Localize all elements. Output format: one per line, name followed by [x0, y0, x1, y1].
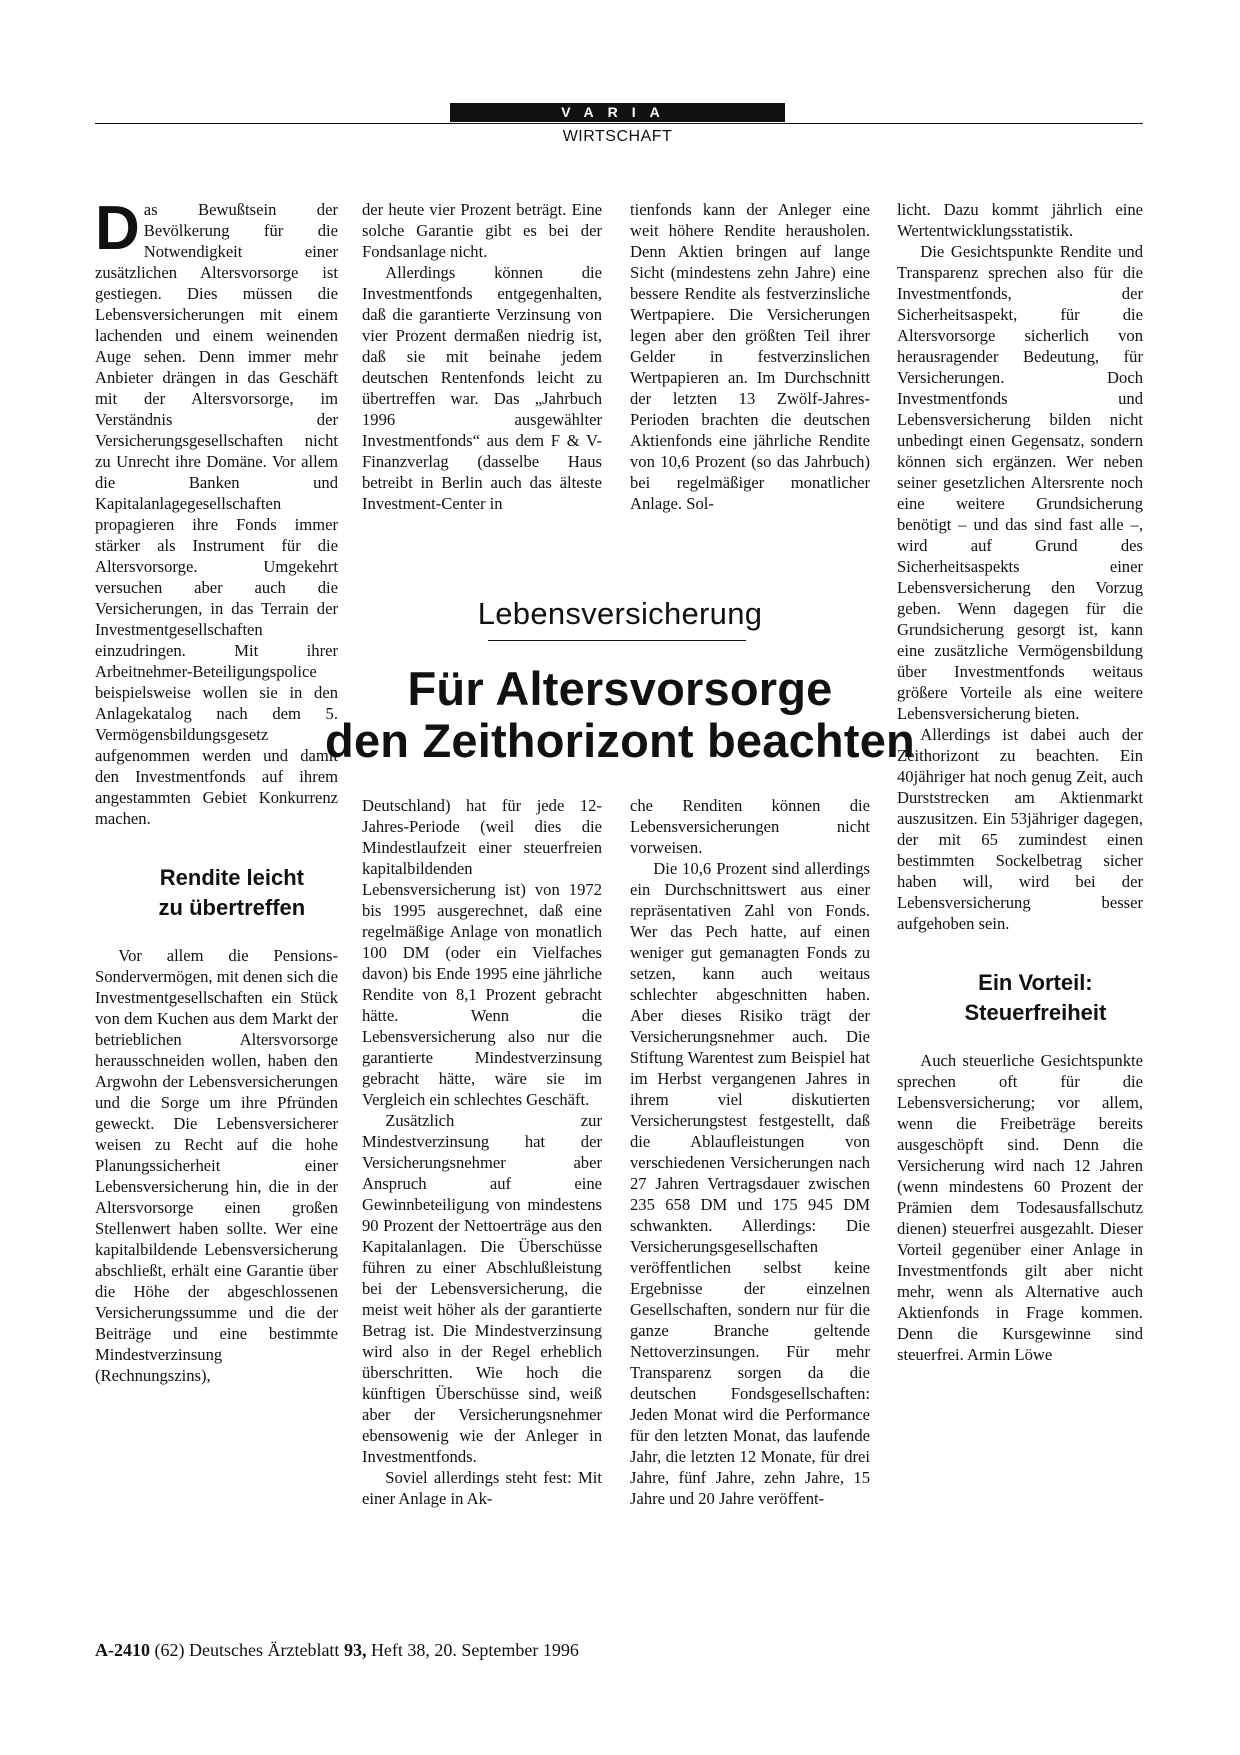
section-subtitle: WIRTSCHAFT — [562, 128, 673, 145]
subheading-rendite-2: zu übertreffen — [158, 895, 306, 920]
column-2-top — [362, 199, 602, 514]
paragraph: Zusätzlich zur Mindestverzinsung hat der Versicherungsnehmer aber Anspruch auf eine Gewinnbeteiligung von mindestens 90 Prozent der Nettoerträge aus den Kapitalanlagen. Die Überschüsse führen zu einer Abschlußleistung bei der Lebensversicherung, die meist weit höher als der garantierte Betrag ist. Die Mindestverzinsung wird also in der Regel erheblich überschritten. Wie hoch die künftigen Überschüsse sind, weiß aber der Versicherungsnehmer ebensowenig wie der Anleger in Investmentfonds. — [362, 1111, 602, 1466]
paragraph: Die Gesichtspunkte Rendite und Transparenz sprechen also für die Investmentfonds, der Sicherheitsaspekt, für die Altersvorsorge sicherlich von herausragender Bedeutung, für Versicherungen. Doch Investmentfonds und Lebensversicherung bilden nicht unbedingt einen Gegensatz, sondern können sich ergänzen. Wer neben seiner gesetzlichen Altersrente noch eine weitere Grundsicherung benötigt – und das sind fast alle –, wird auf Grund des Sicherheitsaspekts einer Lebensversicherung den Vorzug geben. Wenn dagegen für die Grundsicherung gesorgt ist, kann eine zusätzliche Vermögensbildung über Investmentfonds weitaus größere Vorteile als eine weitere Lebensversicherung bieten. — [897, 242, 1143, 723]
headline-line-1: Für Altersvorsorge — [407, 662, 833, 715]
paragraph: che Renditen können die Lebensversicherungen nicht vorweisen. — [630, 796, 870, 857]
paragraph: tienfonds kann der Anleger eine weit höhere Rendite herausholen. Denn Aktien bringen auf lange Sicht (mindestens zehn Jahre) eine bessere Rendite als festverzinsliche Wertpapiere. Die Versicherungen legen aber den größten Teil ihrer Gelder in festverzinslichen Wertpapieren an. Im Durchschnitt der letzten 13 Zwölf-Jahres-Perioden brachten die deutschen Aktienfonds eine jährliche Rendite von 10,6 Prozent (so das Jahrbuch) bei regelmäßiger monatlicher Anlage. Sol- — [630, 200, 870, 513]
drop-cap: D — [95, 194, 140, 263]
subheading-rendite-1: Rendite leicht — [159, 865, 305, 890]
paragraph: Allerdings ist dabei auch der Zeithorizont zu beachten. Ein 40jähriger hat noch genug Zeit, auch Durststrecken am Aktienmarkt auszusitzen. Ein 53jähriger dagegen, der mit 65 zumindest einen bestimmten Sockelbetrag sicher haben will, wird bei der Lebensversicherung besser aufgehoben sein. — [897, 725, 1143, 933]
paragraph: licht. Dazu kommt jährlich eine Wertentwicklungsstatistik. — [897, 200, 1143, 240]
publication-name: (62) Deutsches Ärzteblatt — [154, 1640, 340, 1660]
paragraph: Allerdings können die Investmentfonds entgegenhalten, daß die garantierte Verzinsung von vier Prozent dermaßen niedrig ist, daß sie mit beinahe jedem deutschen Rentenfonds leicht zu übertreffen war. Das „Jahrbuch 1996 ausgewählter Investmentfonds“ aus dem F & V-Finanzverlag (dasselbe Haus betreibt in Berlin auch das älteste Investment-Center in — [362, 263, 602, 513]
intro-paragraph: Das Bewußtsein der Bevölkerung für die Notwendigkeit einer zusätzlichen Altersvorsorge ist gestiegen. Dies müssen die Lebensversicherungen mit einem lachenden und einem weinenden Auge sehen. Denn immer mehr Anbieter drängen in das Geschäft mit der Altersvorsorge, im Verständnis der Versicherungsgesellschaften nicht zu Unrecht ihre Domäne. Vor allem die Banken und Kapitalanlagegesellschaften propagieren ihre Fonds immer stärker als Instrument für die Altersvorsorge. Umgekehrt versuchen aber auch die Versicherungen, in das Terrain der Investmentgesellschaften einzudringen. Mit ihrer Arbeitnehmer-Beteiligungspolice beispielsweise wollen sie in den Anlagekatalog nach dem 5. Vermögensbildungsgesetz aufgenommen werden und damit den Investmentfonds auf ihrem angestammten Gebiet Konkurrenz machen. — [95, 194, 338, 828]
paragraph: Deutschland) hat für jede 12-Jahres-Periode (weil dies die Mindestlaufzeit einer steuerfreien kapitalbildenden Lebensversicherung ist) von 1972 bis 1995 ausgerechnet, daß eine regelmäßige Anlage von monatlich 100 DM (oder ein Vielfaches davon) bis Ende 1995 eine jährliche Rendite von 8,1 Prozent gebracht hätte. Wenn die Lebensversicherung also nur die garantierte Mindestverzinsung gebracht hätte, wäre sie im Vergleich ein schlechtes Geschäft. — [362, 796, 602, 1109]
paragraph: Soviel allerdings steht fest: Mit einer Anlage in Ak- — [362, 1468, 602, 1508]
column-4 — [897, 199, 1143, 1365]
page-number: A-2410 — [95, 1640, 150, 1660]
author-name: Armin Löwe — [967, 1345, 1053, 1364]
column-3-top — [630, 199, 870, 514]
headline-line-2: den Zeithorizont beachten — [325, 714, 915, 767]
section-band: VARIA — [450, 103, 785, 122]
article-headline — [280, 663, 960, 767]
header-rule — [95, 123, 1143, 124]
article-kicker: Lebensversicherung — [477, 596, 763, 631]
column-1 — [95, 194, 338, 1386]
volume-number: 93, — [343, 1640, 367, 1660]
paragraph: der heute vier Prozent beträgt. Eine solche Garantie gibt es bei der Fondsanlage nicht. — [362, 200, 602, 261]
column-2-bottom — [362, 795, 602, 1509]
paragraph: Vor allem die Pensions-Sondervermögen, mit denen sich die Investmentgesellschaften ein Stück von dem Kuchen aus dem Markt der betrieblichen Altersvorsorge herausschneiden wollen, haben den Argwohn der Lebensversicherungen und die Sorge um ihre Pfründen geweckt. Die Lebensversicherer weisen zu Recht auf die hohe Planungssicherheit einer Lebensversicherung hin, die in der Altersvorsorge einen großen Stellenwert haben sollte. Wer eine kapitalbildende Lebensversicherung abschließt, erhält eine Garantie über die Höhe der abgeschlossenen Versicherungssumme und die der Beiträge und eine bestimmte Mindestverzinsung (Rechnungszins), — [95, 946, 338, 1385]
column-3-bottom — [630, 795, 870, 1509]
issue-date: Heft 38, 20. September 1996 — [370, 1640, 579, 1660]
kicker-underline — [488, 640, 746, 641]
subheading-vorteil-1: Ein Vorteil: — [978, 970, 1093, 995]
subheading-vorteil-2: Steuerfreiheit — [964, 1000, 1107, 1025]
paragraph: Die 10,6 Prozent sind allerdings ein Durchschnittswert aus einer repräsentativen Zahl von Fonds. Wer das Pech hatte, auf einen weniger gut gemanagten Fonds zu setzen, kann auch weitaus schlechter abgeschnitten haben. Aber dieses Risiko trägt der Versicherungsnehmer auch. Die Stiftung Warentest zum Beispiel hat im Herbst vergangenen Jahres in ihrem viel diskutierten Versicherungstest festgestellt, daß die Ablaufleistungen von verschiedenen Versicherungen nach 27 Jahren Vertragsdauer zwischen 235 658 DM und 175 945 DM schwankten. Allerdings: Die Versicherungsgesellschaften veröffentlichen selbst keine Ergebnisse der einzelnen Gesellschaften, sondern nur für die ganze Branche geltende Nettoverzinsungen. Für mehr Transparenz sorgen da die deutschen Fondsgesellschaften: Jeden Monat wird die Performance für den letzten Monat, das laufende Jahr, die letzten 12 Monate, für drei Jahre, fünf Jahre, zehn Jahre, 15 Jahre und 20 Jahre veröffent- — [630, 859, 870, 1508]
page-footer — [95, 1640, 579, 1661]
paragraph: Auch steuerliche Gesichtspunkte sprechen oft für die Lebensversicherung; vor allem, wenn die Freibeträge bereits ausgeschöpft sind. Denn die Versicherung wird nach 12 Jahren (wenn mindestens 60 Prozent der Prämien dem Todesausfallschutz dienen) steuerfrei ausgezahlt. Dieser Vorteil gegenüber einer Anlage in Investmentfonds gilt aber nicht mehr, wenn als Alternative auch Aktienfonds in Frage kommen. Denn die Kursgewinne sind steuerfrei. Armin Löwe — [897, 1051, 1143, 1364]
